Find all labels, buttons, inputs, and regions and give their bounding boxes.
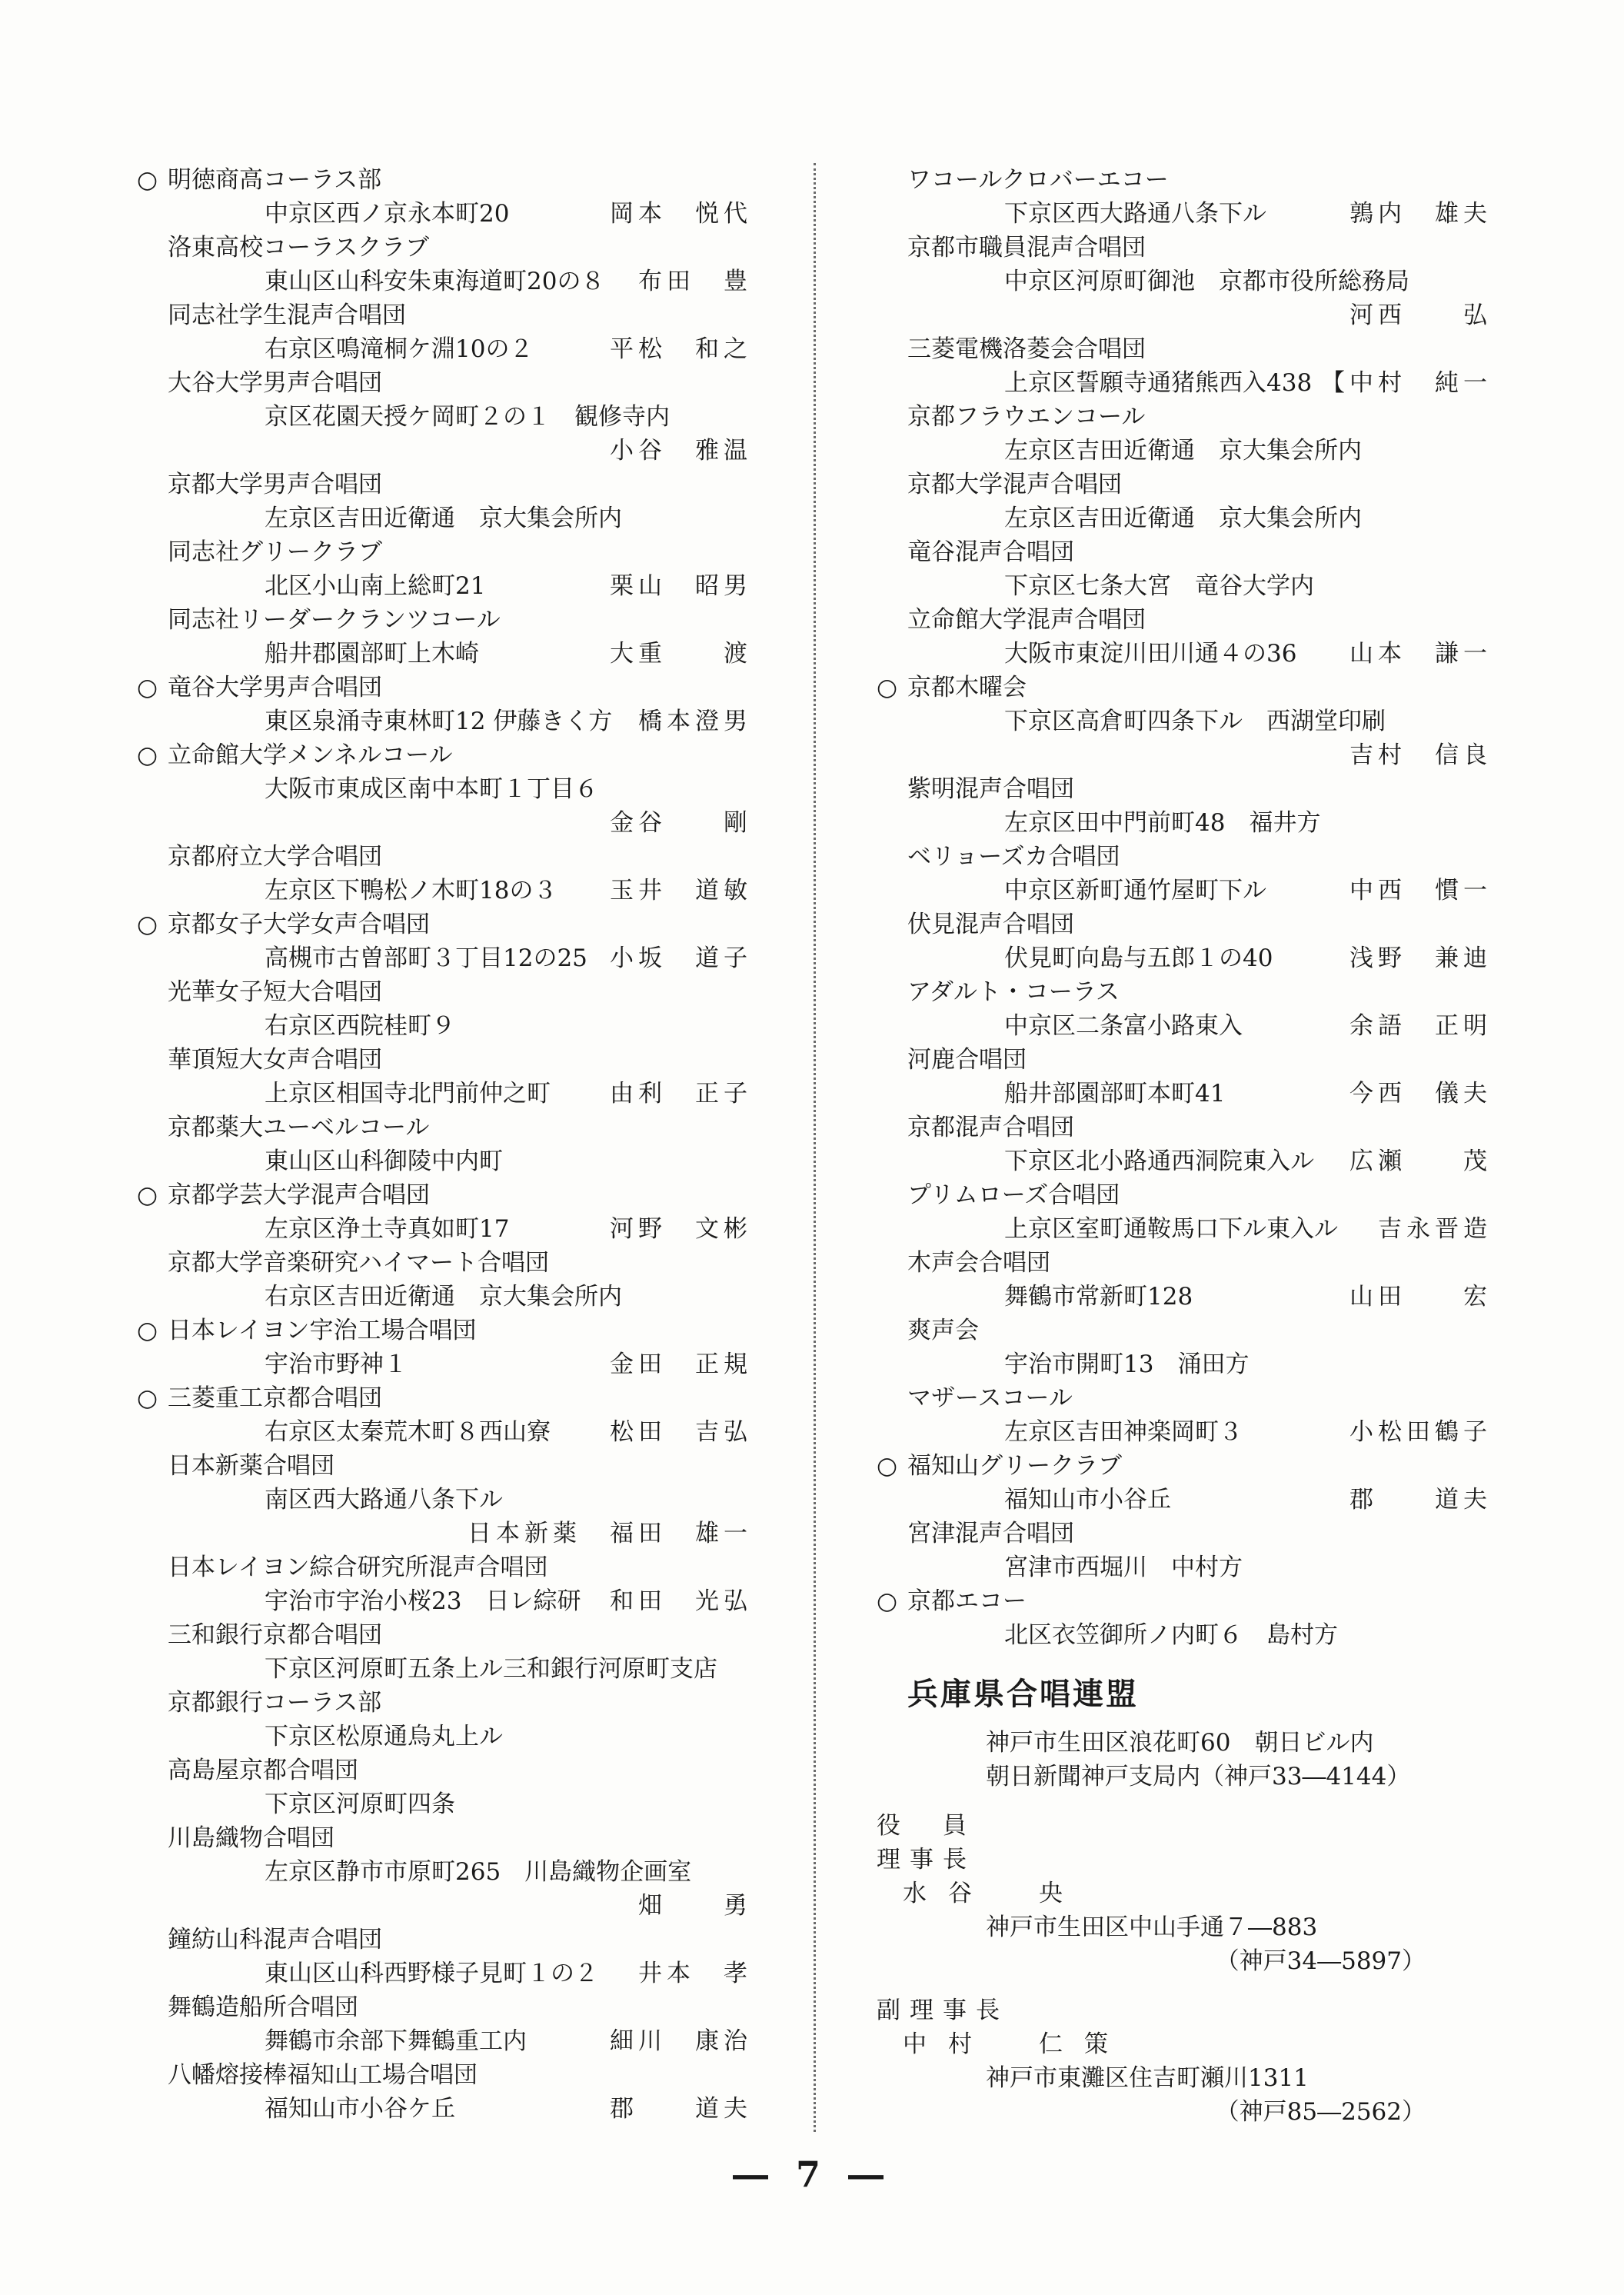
choir-name: 京都府立大学合唱団 — [168, 843, 382, 871]
address-row — [877, 1415, 1492, 1449]
choir-name: 爽声会 — [907, 1317, 979, 1344]
contact-person: 今西 儀夫 — [1349, 1080, 1492, 1108]
choir-name: 同志社グリークラブ — [168, 538, 382, 566]
choir-name: 華頂短大女声合唱団 — [168, 1046, 382, 1074]
address-text: 東山区山科御陵中内町 — [265, 1148, 503, 1175]
circle-mark: ○ — [137, 674, 158, 701]
choir-name: 光華女子短大合唱団 — [168, 978, 382, 1006]
officer-name: 水谷 央 — [903, 1880, 1084, 1907]
choir-name-row — [137, 738, 752, 772]
choir-name-row — [877, 1178, 1492, 1212]
address-row — [137, 1957, 752, 1990]
choir-name: 同志社リーダークランツコール — [168, 606, 501, 634]
address-text: 宮津市西堀川 中村方 — [1004, 1554, 1243, 1581]
address-text: 神戸市生田区中山手通７―883 — [986, 1914, 1318, 1941]
choir-name-row — [877, 1246, 1492, 1280]
right-column — [877, 163, 1492, 2129]
choir-name: 高島屋京都合唱団 — [168, 1757, 358, 1784]
circle-mark: ○ — [137, 1384, 158, 1412]
contact-person: 玉井 道敏 — [610, 877, 752, 904]
address-text: 上京区室町通鞍馬口下ル東入ル — [1004, 1215, 1338, 1243]
address-row — [877, 1618, 1492, 1652]
choir-name-row — [137, 603, 752, 637]
choir-name: 京都大学音楽研究ハイマート合唱団 — [168, 1249, 549, 1277]
address-text: 中京区河原町御池 京都市役所総務局 — [1004, 268, 1409, 295]
address-text: 福知山市小谷ケ丘 — [265, 2095, 455, 2123]
address-text: 左京区浄土寺真如町17 — [265, 1215, 510, 1243]
address-text: 北区衣笠御所ノ内町６ 島村方 — [1004, 1621, 1338, 1649]
choir-name: 三菱電機洛菱会合唱団 — [907, 335, 1146, 363]
choir-name: 福知山グリークラブ — [907, 1452, 1122, 1480]
choir-name-row — [877, 1381, 1492, 1415]
circle-mark: ○ — [137, 166, 158, 194]
column-divider — [814, 163, 816, 2132]
address-row — [137, 2024, 752, 2058]
address-row — [137, 1144, 752, 1178]
choir-name-row — [137, 1821, 752, 1855]
address-row — [137, 1009, 752, 1043]
choir-name-row — [137, 231, 752, 265]
address-text: 東山区山科安朱東海道町20の８ — [265, 268, 605, 295]
address-text: 福知山市小谷丘 — [1004, 1486, 1171, 1514]
choir-name: 木声会合唱団 — [907, 1249, 1050, 1277]
circle-mark: ○ — [877, 674, 898, 701]
contact-person-line: 金谷 剛 — [610, 809, 752, 837]
choir-name: マザースコール — [907, 1384, 1073, 1412]
choir-name: 河鹿合唱団 — [907, 1046, 1027, 1074]
address-text: 下京区河原町四条 — [265, 1790, 455, 1818]
address-text: 上京区誓願寺通猪熊西入438 — [1004, 369, 1313, 397]
address-text: 東山区山科西野様子見町１の２ — [265, 1960, 598, 1987]
choir-name-row — [137, 1449, 752, 1483]
choir-name-row — [137, 1990, 752, 2024]
choir-name: アダルト・コーラス — [907, 978, 1120, 1006]
address-text: 上京区相国寺北門前仲之町 — [265, 1080, 551, 1108]
contact-person: 山田 宏 — [1349, 1283, 1492, 1311]
role-label: 副理事長 — [877, 1997, 1009, 2024]
contact-person-line: 河西 弘 — [1349, 301, 1492, 329]
address-row — [877, 704, 1492, 738]
choir-name-row — [877, 603, 1492, 637]
choir-name-row — [137, 1754, 752, 1787]
contact-person: 河野 文彬 — [610, 1215, 752, 1243]
choir-name-row — [137, 298, 752, 332]
address-row — [137, 2092, 752, 2126]
choir-name-row — [877, 332, 1492, 366]
address-text: 伏見町向島与五郎１の40 — [1004, 944, 1273, 972]
address-text: 下京区高倉町四条下ル 西湖堂印刷 — [1004, 708, 1386, 735]
contact-person: 郡 道夫 — [1349, 1486, 1492, 1514]
address-text: 南区西大路通八条下ル — [265, 1486, 503, 1514]
address-row — [877, 1551, 1492, 1584]
address-row — [137, 637, 752, 671]
choir-name-row — [137, 975, 752, 1009]
address-text: 宇治市宇治小桜23 日レ綜研 — [265, 1587, 581, 1615]
circle-mark: ○ — [137, 1181, 158, 1209]
choir-name-row — [137, 1381, 752, 1415]
contact-person: 浅野 兼迪 — [1349, 944, 1492, 972]
choir-name-row — [877, 400, 1492, 434]
choir-name-row — [137, 1618, 752, 1652]
address-row — [877, 197, 1492, 231]
choir-name: 京都フラウエンコール — [907, 403, 1146, 431]
spacer — [877, 1794, 1492, 1809]
contact-person: 小坂 道子 — [610, 944, 752, 972]
address-text: 大阪市東淀川田川通４の36 — [1004, 640, 1297, 668]
address-text: 船井郡園部町上木崎 — [265, 640, 479, 668]
choir-name-row — [877, 1449, 1492, 1483]
address-row — [137, 265, 752, 298]
choir-name-row — [877, 1517, 1492, 1551]
address-row — [137, 1584, 752, 1618]
address-text: 左京区田中門前町48 福井方 — [1004, 809, 1321, 837]
contact-person: 余語 正明 — [1349, 1012, 1492, 1040]
spacer — [877, 1978, 1492, 1994]
choir-name: 大谷大学男声合唱団 — [168, 369, 382, 397]
address-text: 京区花園天授ケ岡町２の１ 観修寺内 — [265, 403, 670, 431]
address-text: 朝日新聞神戸支局内（神戸33―4144） — [986, 1763, 1411, 1790]
address-text: 高槻市古曽部町３丁目12の25 — [265, 944, 587, 972]
address-text: 宇治市野神１ — [265, 1351, 408, 1378]
address-row — [137, 941, 752, 975]
hyogo-details — [877, 1726, 1492, 2129]
choir-name-row — [877, 1043, 1492, 1077]
choir-name-row — [137, 1111, 752, 1144]
section-title-hyogo: 兵庫県合唱連盟 — [907, 1676, 1139, 1712]
contact-person-line: 日本新薬 福田 雄一 — [468, 1520, 752, 1547]
circle-mark: ○ — [137, 741, 158, 769]
address-text: 舞鶴市余部下舞鶴重工内 — [265, 2027, 527, 2055]
choir-name-row — [137, 366, 752, 400]
address-text: 宇治市開町13 涌田方 — [1004, 1351, 1250, 1378]
choir-name-row — [137, 163, 752, 197]
address-text: 下京区西大路通八条下ル — [1004, 200, 1266, 228]
address-row — [877, 569, 1492, 603]
choir-name: ワコールクロバーエコー — [907, 166, 1169, 194]
address-text: 大阪市東成区南中本町１丁目６ — [265, 775, 598, 803]
contact-person: 由利 正子 — [610, 1080, 752, 1108]
address-text: 左京区吉田神楽岡町３ — [1004, 1418, 1243, 1446]
address-text: 下京区北小路通西洞院東入ル — [1004, 1148, 1314, 1175]
choir-name-row — [137, 1178, 752, 1212]
circle-mark: ○ — [877, 1587, 898, 1615]
address-row — [877, 1280, 1492, 1314]
address-row — [137, 1652, 752, 1686]
address-text: 左京区静市市原町265 川島織物企画室 — [265, 1858, 692, 1886]
choir-name-row — [877, 231, 1492, 265]
choir-name: 宮津混声合唱団 — [907, 1520, 1074, 1547]
choir-name: 日本レイヨン宇治工場合唱団 — [168, 1317, 477, 1344]
choir-name: 京都銀行コーラス部 — [168, 1689, 382, 1717]
address-text: 左京区吉田近衛通 京大集会所内 — [1004, 505, 1362, 532]
address-text: 下京区松原通烏丸上ル — [265, 1723, 503, 1750]
choir-name-row — [877, 1584, 1492, 1618]
address-text: 東区泉涌寺東林町12 伊藤きく方 — [265, 708, 613, 735]
address-row — [877, 1144, 1492, 1178]
address-row — [137, 704, 752, 738]
choir-name: 京都混声合唱団 — [907, 1114, 1074, 1141]
address-row — [137, 1280, 752, 1314]
choir-name: 京都木曜会 — [907, 674, 1027, 701]
choir-name: 明徳商高コーラス部 — [168, 166, 382, 194]
address-row — [877, 637, 1492, 671]
address-row — [877, 366, 1492, 400]
address-text: 中京区新町通竹屋町下ル — [1004, 877, 1266, 904]
address-row — [877, 501, 1492, 535]
choir-name-row — [877, 671, 1492, 704]
choir-name-row — [137, 1551, 752, 1584]
choir-name-row — [877, 163, 1492, 197]
address-row — [877, 265, 1492, 298]
address-row — [137, 400, 752, 434]
contact-person: 大重 渡 — [610, 640, 752, 668]
choir-name-row — [877, 840, 1492, 874]
choir-name: 紫明混声合唱団 — [907, 775, 1074, 803]
address-row — [877, 1483, 1492, 1517]
contact-person: 郡 道夫 — [610, 2095, 752, 2123]
choir-name-row — [877, 975, 1492, 1009]
address-text: 神戸市生田区浪花町60 朝日ビル内 — [986, 1729, 1374, 1757]
choir-name: 川島織物合唱団 — [168, 1824, 334, 1852]
address-row — [137, 332, 752, 366]
address-text: 右京区鳴滝桐ケ淵10の２ — [265, 335, 534, 363]
address-row — [877, 806, 1492, 840]
phone-number: （神戸85―2562） — [1215, 2098, 1426, 2126]
address-text: 下京区七条大宮 竜谷大学内 — [1004, 572, 1314, 600]
address-row — [137, 1415, 752, 1449]
circle-mark: ○ — [877, 1452, 898, 1480]
address-text: 右京区吉田近衛通 京大集会所内 — [265, 1283, 622, 1311]
address-text: 中京区二条富小路東入 — [1004, 1012, 1243, 1040]
choir-name: 日本新薬合唱団 — [168, 1452, 334, 1480]
choir-name-row — [137, 535, 752, 569]
address-row — [137, 1787, 752, 1821]
choir-name: 京都女子大学女声合唱団 — [168, 911, 430, 938]
contact-person-line: 小谷 雅温 — [610, 437, 752, 465]
contact-person: 小松田鶴子 — [1349, 1418, 1492, 1446]
address-text: 右京区西院桂町９ — [265, 1012, 455, 1040]
choir-name: 三和銀行京都合唱団 — [168, 1621, 382, 1649]
address-row — [137, 874, 752, 908]
address-text: 船井部園部町本町41 — [1004, 1080, 1226, 1108]
choir-name: 同志社学生混声合唱団 — [168, 301, 406, 329]
contact-person: 橋本澄男 — [638, 708, 752, 735]
address-text: 右京区太秦荒木町８西山寮 — [265, 1418, 551, 1446]
address-row — [137, 1720, 752, 1754]
choir-name-row — [137, 1686, 752, 1720]
choir-name: プリムローズ合唱団 — [907, 1181, 1120, 1209]
address-row — [137, 1347, 752, 1381]
choir-name: 京都大学男声合唱団 — [168, 471, 382, 498]
choir-name: 八幡熔接棒福知山工場合唱団 — [168, 2061, 478, 2089]
choir-name-row — [877, 908, 1492, 941]
choir-name: 京都大学混声合唱団 — [907, 471, 1122, 498]
officer-name: 中村 仁策 — [903, 2030, 1130, 2058]
choir-name-row — [137, 1043, 752, 1077]
contact-person: 栗山 昭男 — [610, 572, 752, 600]
choir-name-row — [137, 1314, 752, 1347]
contact-person: 山本 謙一 — [1349, 640, 1492, 668]
address-row — [137, 1212, 752, 1246]
phone-number: （神戸34―5897） — [1215, 1947, 1426, 1975]
choir-name: 洛東高校コーラスクラブ — [168, 234, 430, 261]
choir-name-row — [877, 772, 1492, 806]
choir-name-row — [137, 1246, 752, 1280]
address-row — [137, 772, 752, 806]
choir-name-row — [137, 840, 752, 874]
contact-person: 平松 和之 — [610, 335, 752, 363]
choir-name: 立命館大学混声合唱団 — [907, 606, 1146, 634]
choir-name: 舞鶴造船所合唱団 — [168, 1994, 358, 2021]
address-text: 左京区下鴨松ノ木町18の３ — [265, 877, 557, 904]
choir-name: ベリョーズカ合唱団 — [907, 843, 1120, 871]
choir-name-row — [137, 908, 752, 941]
choir-name: 竜谷混声合唱団 — [907, 538, 1074, 566]
address-text: 舞鶴市常新町128 — [1004, 1283, 1193, 1311]
address-text: 左京区吉田近衛通 京大集会所内 — [265, 505, 622, 532]
choir-name-row — [877, 1314, 1492, 1347]
address-row — [877, 1347, 1492, 1381]
choir-name: 京都学芸大学混声合唱団 — [168, 1181, 430, 1209]
choir-name: 立命館大学メンネルコール — [168, 741, 453, 769]
choir-name: 京都市職員混声合唱団 — [907, 234, 1146, 261]
address-row — [877, 434, 1492, 468]
kyoto-entries-continued — [877, 163, 1492, 1652]
choir-name: 鐘紡山科混声合唱団 — [168, 1926, 382, 1954]
address-row — [877, 941, 1492, 975]
contact-person: 中西 慣一 — [1349, 877, 1492, 904]
choir-name: 伏見混声合唱団 — [907, 911, 1074, 938]
address-row — [137, 1077, 752, 1111]
choir-name-row — [877, 468, 1492, 501]
contact-person: 松田 吉弘 — [610, 1418, 752, 1446]
address-text: 左京区吉田近衛通 京大集会所内 — [1004, 437, 1362, 465]
contact-person-line: 吉村 信良 — [1349, 741, 1492, 769]
address-row — [137, 1483, 752, 1517]
choir-name: 三菱重工京都合唱団 — [168, 1384, 382, 1412]
choir-name-row — [137, 468, 752, 501]
contact-person: 岡本 悦代 — [610, 200, 752, 228]
role-label: 役 員 — [877, 1812, 976, 1840]
address-row — [137, 569, 752, 603]
circle-mark: ○ — [137, 911, 158, 938]
address-text: 中京区西ノ京永本町20 — [265, 200, 510, 228]
contact-person: 井本 孝 — [638, 1960, 752, 1987]
address-row — [877, 1009, 1492, 1043]
contact-person: 細川 康治 — [610, 2027, 752, 2055]
contact-person: 布田 豊 — [638, 268, 752, 295]
address-text: 下京区河原町五条上ル三和銀行河原町支店 — [265, 1655, 717, 1683]
choir-name-row — [137, 1923, 752, 1957]
contact-person: 吉永晋造 — [1378, 1215, 1492, 1243]
choir-name-row — [877, 1111, 1492, 1144]
choir-name-row — [877, 535, 1492, 569]
address-row — [137, 1855, 752, 1889]
address-text: 北区小山南上総町21 — [265, 572, 486, 600]
address-text: 神戸市東灘区住吉町瀬川1311 — [986, 2064, 1309, 2092]
contact-person-line: 畑 勇 — [638, 1892, 752, 1920]
address-row — [137, 501, 752, 535]
choir-name: 京都エコー — [907, 1587, 1027, 1615]
role-label: 理事長 — [877, 1846, 976, 1874]
page-number: ― 7 ― — [732, 2153, 892, 2195]
contact-person: 鶉内 雄夫 — [1349, 200, 1492, 228]
contact-person: 和田 光弘 — [610, 1587, 752, 1615]
contact-person: 広瀬 茂 — [1349, 1148, 1492, 1175]
circle-mark: ○ — [137, 1317, 158, 1344]
address-row — [877, 874, 1492, 908]
address-row — [877, 1212, 1492, 1246]
choir-name: 京都薬大ユーベルコール — [168, 1114, 430, 1141]
choir-name-row — [137, 671, 752, 704]
choir-name-row — [137, 2058, 752, 2092]
contact-person: 金田 正規 — [610, 1351, 752, 1378]
choir-name: 竜谷大学男声合唱団 — [168, 674, 382, 701]
left-column — [137, 163, 752, 2126]
contact-person: 【中村 純一 — [1321, 369, 1492, 397]
choir-name: 日本レイヨン綜合研究所混声合唱団 — [168, 1554, 548, 1581]
address-row — [877, 1077, 1492, 1111]
address-row — [137, 197, 752, 231]
